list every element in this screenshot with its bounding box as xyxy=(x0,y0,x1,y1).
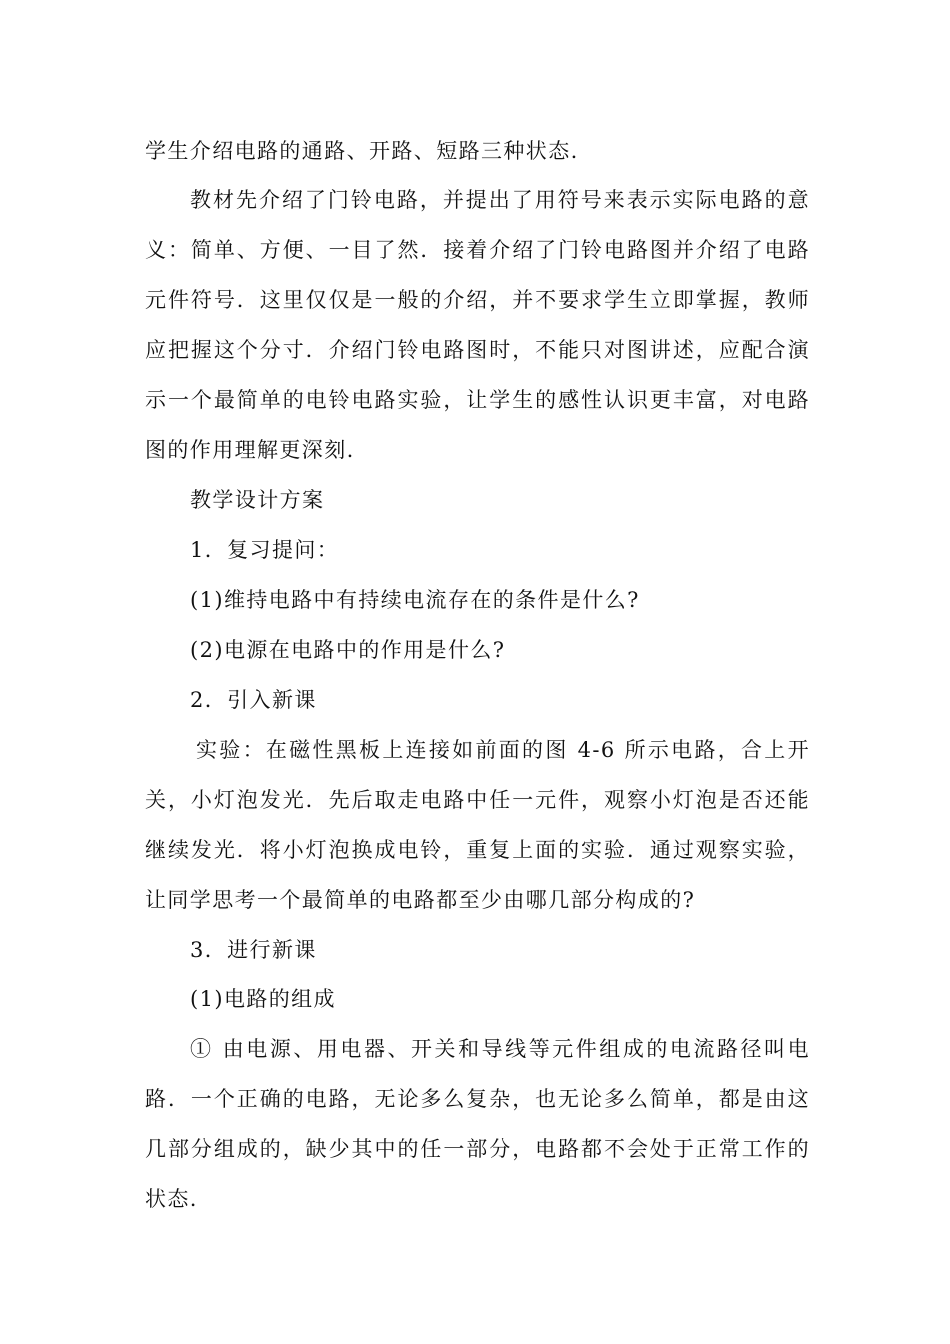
text-line-19: ① 由电源、用电器、开关和导线等元件组成的电流路径叫电 xyxy=(190,1037,810,1061)
text-line-7: 图的作用理解更深刻. xyxy=(145,438,355,462)
text-line-5: 应把握这个分寸．介绍门铃电路图时，不能只对图讲述，应配合演 xyxy=(145,338,810,362)
question-1: (1)维持电路中有持续电流存在的条件是什么? xyxy=(190,588,640,612)
text-line-15: 继续发光．将小灯泡换成电铃，重复上面的实验．通过观察实验， xyxy=(145,838,810,862)
subsection-heading: (1)电路的组成 xyxy=(190,987,336,1011)
section-heading: 教学设计方案 xyxy=(190,488,325,512)
text-line-4: 元件符号．这里仅仅是一般的介绍，并不要求学生立即掌握，教师 xyxy=(145,288,810,312)
text-line-13: 实验：在磁性黑板上连接如前面的图 4-6 所示电路，合上开 xyxy=(196,738,810,762)
text-line-21: 几部分组成的，缺少其中的任一部分，电路都不会处于正常工作的 xyxy=(145,1137,810,1161)
step-2-heading: 2．引入新课 xyxy=(190,688,317,712)
text-line-16: 让同学思考一个最简单的电路都至少由哪几部分构成的? xyxy=(145,888,696,912)
text-line-3: 义：简单、方便、一目了然．接着介绍了门铃电路图并介绍了电路 xyxy=(145,238,810,262)
text-line-20: 路．一个正确的电路，无论多么复杂，也无论多么简单，都是由这 xyxy=(145,1087,810,1111)
text-line-6: 示一个最简单的电铃电路实验，让学生的感性认识更丰富，对电路 xyxy=(145,388,810,412)
text-line-14: 关，小灯泡发光．先后取走电路中任一元件，观察小灯泡是否还能 xyxy=(145,788,810,812)
text-line-1: 学生介绍电路的通路、开路、短路三种状态. xyxy=(145,139,579,163)
question-2: (2)电源在电路中的作用是什么? xyxy=(190,638,506,662)
text-line-22: 状态. xyxy=(145,1187,198,1211)
step-3-heading: 3．进行新课 xyxy=(190,938,317,962)
step-1-heading: 1．复习提问： xyxy=(190,538,340,562)
text-line-2: 教材先介绍了门铃电路，并提出了用符号来表示实际电路的意 xyxy=(190,188,810,212)
